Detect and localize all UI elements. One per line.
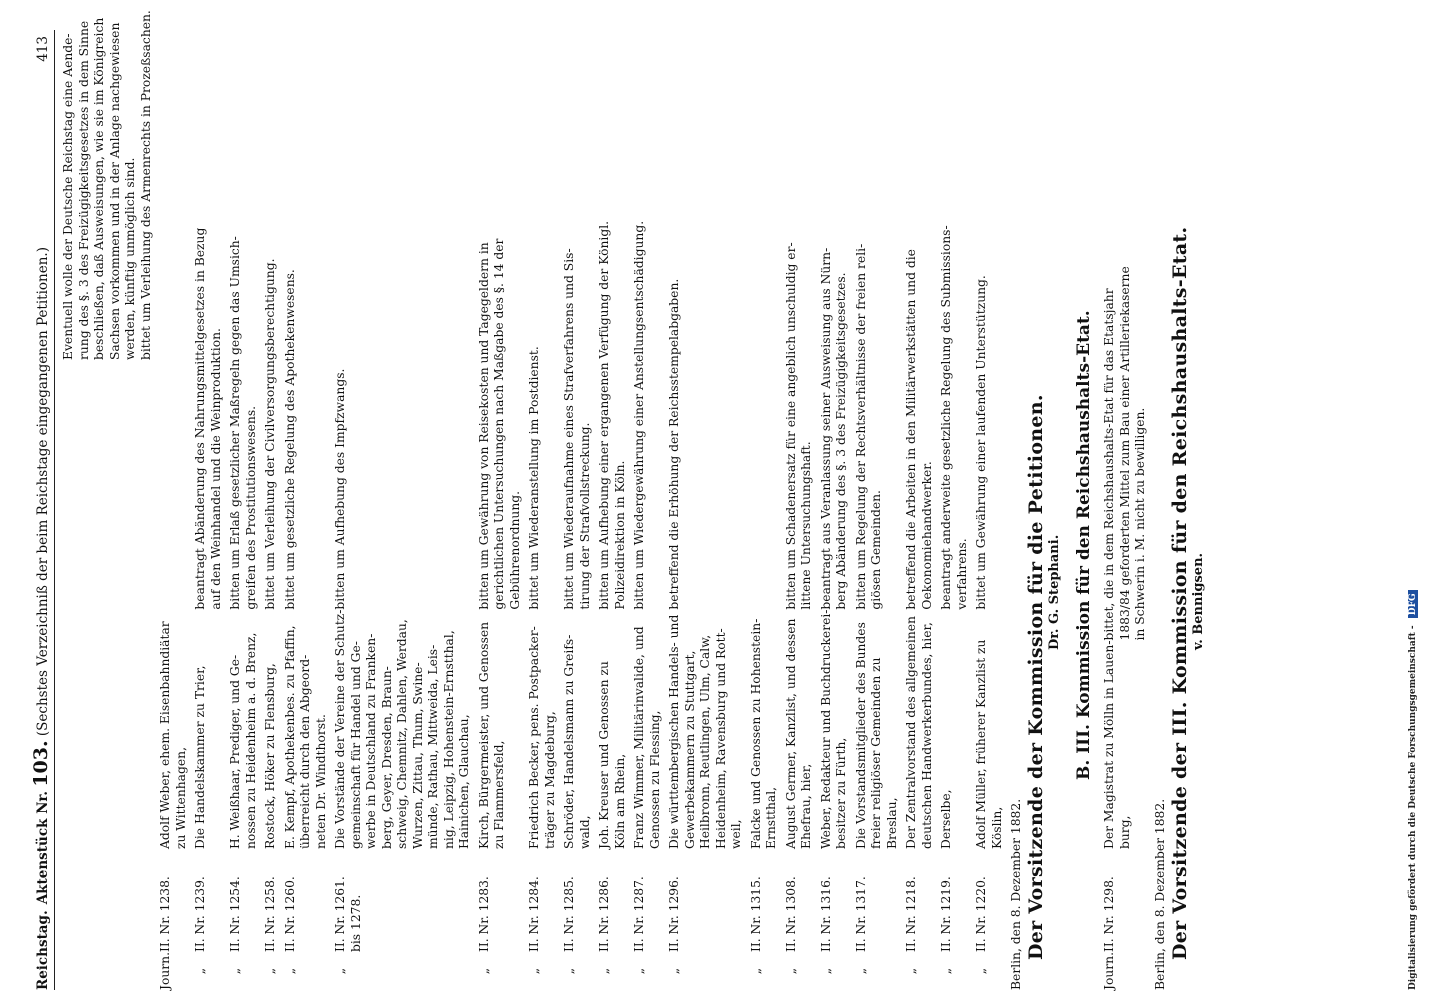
request-line: auf den Weinhandel und die Weinproduktion. [208, 328, 223, 610]
petitioner-line: Köslin, [989, 806, 1004, 849]
header-title-pre: Aktenstück Nr. [35, 790, 51, 905]
petitioner-line: Der Magistrat zu Mölln in Lauen- [1102, 640, 1116, 849]
petitioner-line: träger zu Magdeburg, [542, 711, 557, 849]
journal-prefix: „ [939, 967, 953, 975]
petitioner-line: deutschen Handwerkerbundes, hier, [919, 622, 934, 849]
request-line: betreffend die Arbeiten in den Militärwerkstätten und die [904, 249, 918, 610]
petitioner-line: Die Handelskammer zu Trier, [193, 665, 207, 849]
request-line: verfahrens. [954, 538, 969, 610]
request-cell [560, 30, 595, 610]
journal-prefix: „ [748, 967, 763, 975]
petitioner-line: Adolf Müller, früherer Kanzlist zu [974, 639, 988, 849]
petitioner-cell [331, 610, 475, 849]
petitioner-line: neten Dr. Windthorst. [313, 714, 328, 849]
petitioner-line: Die württembergischen Handels- und [667, 614, 681, 849]
petition-number: II. Nr. 1218. [904, 876, 918, 952]
request-line: tirung der Strafvollstreckung. [577, 422, 592, 610]
petition-number: II. Nr. 1260. [282, 876, 297, 952]
journal-prefix: „ [597, 967, 611, 975]
table-row [226, 30, 261, 990]
petitioner-line: Franz Wimmer, Militärinvalide, und [632, 626, 646, 849]
request-line: beantragt aus Veranlassung seiner Ausweisung aus Nürn- [818, 247, 833, 610]
petitioner-line: Ernstthal, [764, 786, 778, 849]
petition-number: II. Nr. 1298. [1102, 876, 1116, 952]
petition-number: II. Nr. 1317. [853, 876, 868, 952]
dfg-logo: DFG [1408, 590, 1418, 618]
chair-b: Der Vorsitzende der III. Kommission für den Reichshaushalts-Etat. [1168, 226, 1191, 960]
request-line: bittet um Wiederaufnahme eines Strafverfahrens und Sis- [562, 248, 576, 610]
petitioner-line: werbe in Deutschland zu Franken- [364, 633, 378, 849]
petition-number: II. Nr. 1239. [193, 876, 207, 952]
petitioner-cell [191, 610, 226, 849]
petitioner-cell [156, 610, 191, 849]
petitioner-line: zu Wittenhagen, [173, 747, 188, 849]
petitioner-line: Falcke und Genossen zu Hohenstein- [748, 618, 763, 849]
petitioner-cell [1100, 641, 1151, 850]
intro-block [61, 10, 154, 360]
petition-number: II. Nr. 1258. [263, 876, 277, 952]
petitioner-line: Friedrich Becker, pens. Postpacker- [527, 626, 541, 849]
petitioner-line: freier religiöser Gemeinden zu [869, 657, 883, 849]
journal-prefix: „ [282, 967, 297, 975]
petition-number: II. Nr. 1220. [974, 876, 988, 952]
journal-prefix: „ [562, 967, 576, 975]
petitioner-line: Köln am Rhein, [612, 753, 627, 849]
request-line: beantragt anderweite gesetzliche Regelung des Submissions- [939, 225, 953, 610]
petition-number: II. Nr. 1254. [228, 876, 242, 952]
table-row [782, 30, 817, 990]
request-line: littene Untersuchungshaft. [799, 441, 813, 610]
petitioner-line: Genossen zu Flessing, [647, 710, 662, 849]
intro-line: bittet um Verleihung des Armenrechts in Prozeßsachen. [138, 10, 153, 360]
request-line: bitten um Erlaß gesetzlicher Maßregeln gegen das Umsich- [228, 236, 242, 610]
request-cell [852, 30, 903, 610]
petition-number: II. Nr. 1219. [939, 876, 953, 952]
petitioner-line: Joh. Kreuser und Genossen zu [597, 661, 611, 849]
request-line: gerichtlichen Untersuchungen nach Maßgabe des §. 14 der [492, 238, 506, 610]
petition-number: II. Nr. 1285. [562, 876, 576, 952]
petitioner-line: H. Weißhaar, Prediger, und Ge- [228, 654, 242, 849]
petitioner-line: Heidenheim, Ravensburg und Rott- [713, 628, 728, 849]
journal-prefix: „ [632, 967, 646, 975]
petitioner-line: Kirch, Bürgermeister, und Genossen [476, 621, 491, 849]
table-row [630, 30, 665, 990]
petitioner-line: besitzer zu Fürth, [834, 737, 848, 849]
petition-number: II. Nr. 1308. [783, 876, 798, 952]
request-cell [475, 30, 526, 610]
petitioner-cell [281, 610, 332, 849]
table-row [281, 30, 332, 990]
request-cell [902, 30, 937, 610]
journal-prefix: „ [783, 967, 798, 975]
request-line: Gebührenordnung. [507, 490, 522, 610]
petitioner-cell [782, 610, 817, 849]
request-line: in Schwerin i. M. nicht zu bewilligen. [1133, 407, 1147, 641]
request-line: bitten um Gewährung von Reisekosten und Tagegeldern in [476, 242, 491, 610]
petitioner-cell [852, 610, 903, 849]
intro-line: werden, künftig unmöglich sind. [123, 157, 137, 360]
table-row [560, 30, 595, 990]
date-a: Berlin, den 8. Dezember 1882. [1009, 798, 1023, 990]
request-line: bittet um Wiederanstellung im Postdienst. [527, 346, 541, 610]
header-title [30, 62, 52, 911]
petitioner-line: Derselbe, [939, 789, 953, 849]
footer-text: Digitalisierung gefördert durch die Deutsche Forschungsgemeinschaft - [1408, 625, 1418, 990]
journal-prefix: „ [228, 967, 242, 975]
petitioner-line: wald, [577, 815, 592, 849]
petition-number: II. Nr. 1287. [632, 876, 646, 952]
petitioner-line: Wurzen, Zittau, Thum, Swine- [410, 662, 425, 849]
table-row [191, 30, 226, 990]
request-line: bittet, die in dem Reichshaushalts-Etat für das Etatsjahr [1102, 288, 1116, 641]
petitioner-line: nossen zu Heidenheim a. d. Brenz, [243, 632, 258, 849]
petitioner-cell [560, 610, 595, 849]
request-cell [1100, 30, 1151, 641]
petition-number: II. Nr. 1283. [476, 876, 491, 952]
journal-prefix: Journ. [1102, 952, 1116, 990]
petitioner-line: Ehefrau, hier, [799, 763, 813, 849]
rotated-page [0, 10, 1432, 1000]
header-title-post: (Sechstes Verzeichniß der beim Reichstage eingegangenen Petitionen.) [35, 247, 51, 737]
journal-prefix: „ [476, 967, 491, 975]
petitioner-line: Die Vorstandsmitglieder des Bundes [853, 622, 868, 849]
request-cell [747, 30, 782, 610]
petitioner-cell [595, 610, 630, 849]
petition-number: II. Nr. 1315. [748, 876, 763, 952]
petitioner-line: berg, Geyer, Dresden, Braun- [379, 666, 394, 849]
request-cell [972, 30, 1007, 610]
page-number: 413 [35, 36, 51, 62]
request-cell [937, 30, 972, 610]
request-cell [665, 30, 747, 610]
petitioner-line: Weber, Redakteur und Buchdruckerei- [818, 609, 833, 849]
request-line: bittet um Gewährung einer laufenden Unterstützung. [974, 275, 988, 610]
journal-prefix: „ [193, 967, 207, 975]
petition-number: II. Nr. 1238. [158, 876, 172, 952]
request-line: bitten um Schadenersatz für eine angeblich unschuldig er- [783, 242, 798, 610]
intro-line: beschließen, daß Ausweisungen, wie sie im Königreich [92, 17, 106, 360]
table-row [331, 30, 475, 990]
petitioner-line: Heilbronn, Reutlingen, Ulm, Calw, [698, 634, 712, 849]
table-row [475, 30, 526, 990]
request-line: bitten um Aufhebung einer ergangenen Verfügung der Königl. [597, 220, 611, 610]
journal-prefix: „ [853, 967, 868, 975]
date-b: Berlin, den 8. Dezember 1882. [1152, 798, 1167, 990]
journal-prefix: „ [974, 967, 988, 975]
request-line: bittet um Verleihung der Civilversorgungsberechtigung. [263, 258, 277, 610]
request-line: bitten um Aufhebung des Impfzwangs. [333, 368, 347, 610]
petitioner-cell [937, 610, 972, 849]
table-row [665, 30, 747, 990]
table-row [817, 30, 852, 990]
chair-a-name: Dr. G. Stephani. [1047, 534, 1062, 650]
request-line: bittet um gesetzliche Regelung des Apothekenwesens. [282, 269, 297, 610]
petition-number: II. Nr. 1261. bis 1278. [333, 876, 363, 952]
table-row [852, 30, 903, 990]
petitioner-line: Gewerbekammern zu Stuttgart, [682, 650, 697, 849]
petitioner-cell [630, 610, 665, 849]
table-row [525, 30, 560, 990]
petitioner-line: Breslau, [884, 797, 899, 849]
request-cell [331, 30, 475, 610]
petitioner-cell [817, 610, 852, 849]
petitioner-line: Hainichen, Glauchau, [457, 714, 471, 849]
request-line: beantragt Abänderung des Nahrungsmittelgesetzes in Bezug [193, 227, 207, 610]
petitioner-cell [475, 610, 526, 849]
table-row [156, 30, 191, 990]
petitioner-line: Schröder, Handelsmann zu Greifs- [562, 634, 576, 849]
table-row [972, 30, 1007, 990]
request-cell [817, 30, 852, 610]
request-cell [630, 30, 665, 610]
petitioner-line: nig, Leipzig, Hohenstein-Ernstthal, [441, 630, 456, 849]
intro-line: rung des §. 3 des Freizügigkeitsgesetzes in dem Sinne [76, 20, 91, 360]
table-row [937, 30, 972, 990]
request-line: bitten um Wiedergewährung einer Anstellungsentschädigung. [632, 220, 646, 610]
petitioner-line: E. Kempf, Apothekenbes. zu Pfaffin, [282, 625, 297, 849]
journal-prefix: „ [818, 967, 833, 975]
request-line: greifen des Prostitutionswesens. [243, 405, 258, 610]
table-row [261, 30, 281, 990]
table-row [595, 30, 630, 990]
request-line: bitten um Regelung der Rechtsverhältnisse der freien reli- [853, 243, 868, 610]
chair-a: Der Vorsitzende der Kommission für die Petitionen. [1025, 394, 1047, 960]
petitioner-line: weil, [729, 819, 743, 849]
header-number: 103. [30, 740, 52, 787]
digitization-footer [1408, 590, 1418, 990]
intro-line: Sachsen vorkommen und in der Anlage nachgewiesen [107, 22, 122, 360]
petitioner-cell [525, 610, 560, 849]
petitioner-line: zu Flammersfeld, [492, 740, 506, 849]
journal-prefix: „ [263, 967, 277, 975]
table-row [747, 30, 782, 990]
petition-number: II. Nr. 1284. [527, 876, 541, 952]
request-line: Polizeidirektion in Köln. [612, 460, 627, 610]
petitioner-line: Der Zentralvorstand des allgemeinen [904, 616, 918, 849]
petitioner-line: burg, [1117, 815, 1132, 849]
journal-prefix: „ [527, 967, 541, 975]
petitioner-line: münde, Rathau, Mittweida, Leis- [426, 644, 440, 849]
request-cell [595, 30, 630, 610]
request-cell [226, 30, 261, 610]
request-cell [191, 30, 226, 610]
request-cell [525, 30, 560, 610]
petition-number: II. Nr. 1316. [818, 876, 833, 952]
petition-number: II. Nr. 1296. [667, 876, 681, 952]
petitioner-line: Rostock, Höker zu Flensburg, [263, 663, 277, 849]
petitioner-cell [902, 610, 937, 849]
petition-number: II. Nr. 1286. [597, 876, 611, 952]
petitioner-line: August Germer, Kanzlist, und dessen [783, 618, 798, 849]
request-cell [261, 30, 281, 610]
table-row [902, 30, 937, 990]
journal-prefix: „ [904, 967, 918, 975]
request-line: giösen Gemeinden. [869, 490, 883, 610]
journal-prefix: „ [333, 967, 347, 975]
petitioner-cell [226, 610, 261, 849]
petitioner-line: Die Vorstände der Vereine der Schutz- [333, 609, 347, 849]
petitioner-cell [747, 610, 782, 849]
request-line: Oekonomiehandwerker. [919, 461, 934, 610]
petitioner-line: Adolf Weber, ehem. Eisenbahndiätar [158, 621, 172, 849]
request-cell [156, 30, 191, 610]
petitioner-cell [972, 610, 1007, 849]
header-left: Reichstag. [35, 910, 51, 990]
petitioner-cell [665, 610, 747, 849]
intro-line: Eventuell wolle der Deutsche Reichstag eine Aende- [61, 33, 75, 360]
request-cell [281, 30, 332, 610]
journal-prefix: Journ. [158, 952, 172, 990]
section-b-title: B. III. Kommission für den Reichshaushalts-Etat. [1074, 310, 1094, 780]
journal-prefix: „ [667, 967, 681, 975]
document-body [30, 10, 1206, 990]
request-line: 1883/84 geforderten Mittel zum Bau einer Artilleriekaserne [1117, 266, 1132, 641]
petitions-table-b [1100, 30, 1151, 990]
request-line: berg Abänderung des §. 3 des Freizügigkeitsgesetzes. [834, 272, 848, 610]
request-cell [782, 30, 817, 610]
petitioner-cell [261, 610, 281, 849]
page-header [30, 30, 55, 990]
petitions-table-a [156, 30, 1007, 990]
table-row [1100, 30, 1151, 990]
chair-b-name: v. Bennigsen. [1190, 552, 1206, 650]
petitioner-line: schweig, Chemnitz, Dahlen, Werdau, [395, 619, 409, 849]
petitioner-line: überreicht durch den Abgeord- [298, 654, 312, 849]
petitioner-line: gemeinschaft für Handel und Ge- [348, 641, 363, 849]
request-line: betreffend die Erhöhung der Reichsstempelabgaben. [667, 278, 681, 610]
